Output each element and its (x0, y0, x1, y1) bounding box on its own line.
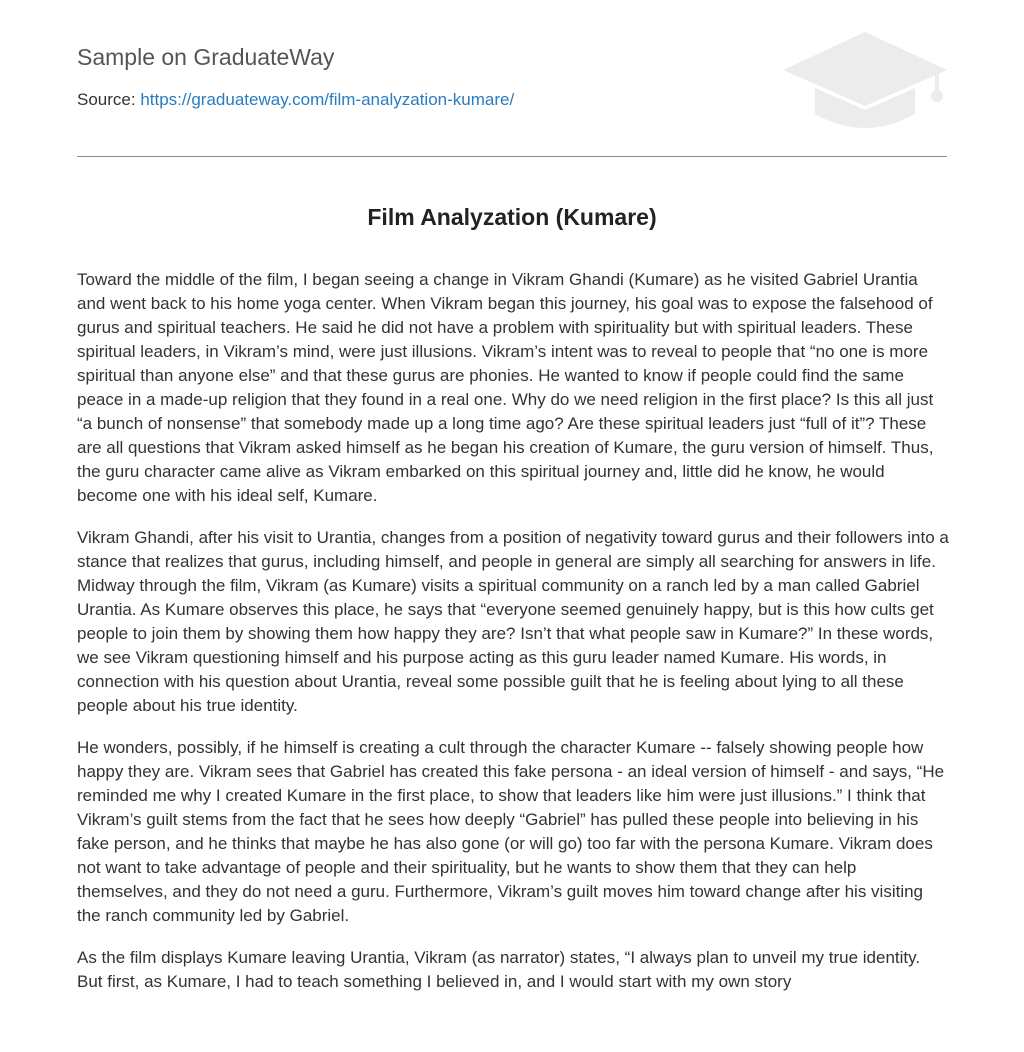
paragraph: Vikram Ghandi, after his visit to Urantia, changes from a position of negativity toward gurus and their followers into a stance that realizes that gurus, including himself, and people in general are simply all searching for answers in life. Midway through the film, Vikram (as Kumare) visits a spiritual community on a ranch led by a man called Gabriel Urantia. As Kumare observes this place, he says that “everyone seemed genuinely happy, but is this how cults get people to join them by showing them how happy they are? Isn’t that what people saw in Kumare?” In these words, we see Vikram questioning himself and his purpose acting as this guru leader named Kumare. His words, in connection with his question about Urantia, reveal some possible guilt that he is feeling about lying to all these people about his true identity. (77, 528, 949, 715)
source-link[interactable]: https://graduateway.com/film-analyzation-kumare/ (140, 90, 515, 109)
source-label: Source: (77, 90, 136, 109)
article-title: Film Analyzation (Kumare) (367, 204, 657, 230)
paragraph: Toward the middle of the film, I began seeing a change in Vikram Ghandi (Kumare) as he visited Gabriel Urantia and went back to his home yoga center. When Vikram began this journey, his goal was to expose the falsehood of gurus and spiritual teachers. He said he did not have a problem with spirituality but with spiritual leaders. These spiritual leaders, in Vikram’s mind, were just illusions. Vikram’s intent was to reveal to people that “no one is more spiritual than anyone else” and that these gurus are phonies. He wanted to know if people could find the same peace in a made-up religion that they found in a real one. Why do we need religion in the first place? Is this all just “a bunch of nonsense” that somebody made up a long time ago? Are these spiritual leaders just “full of it”? These are all questions that Vikram asked himself as he began his creation of Kumare, the guru version of himself. Thus, the guru character came alive as Vikram embarked on this spiritual journey and, little did he know, he would become one with his ideal self, Kumare. (77, 270, 934, 505)
graduation-cap-icon (781, 28, 949, 134)
site-title: Sample on GraduateWay (77, 44, 335, 70)
source-line (77, 90, 514, 110)
paragraph: He wonders, possibly, if he himself is creating a cult through the character Kumare -- falsely showing people how happy they are. Vikram sees that Gabriel has created this fake persona - an ideal version of himself - and says, “He reminded me why I created Kumare in the first place, to show that leaders like him were just illusions.” I think that Vikram’s guilt stems from the fact that he sees how deeply “Gabriel” has pulled these people into believing in his fake person, and he thinks that maybe he has also gone (or will go) too far with the persona Kumare. Vikram does not want to take advantage of people and their spirituality, but he wants to show them that they can help themselves, and they do not need a guru. Furthermore, Vikram’s guilt moves him toward change after his visiting the ranch community led by Gabriel. (77, 738, 945, 925)
paragraph: As the film displays Kumare leaving Urantia, Vikram (as narrator) states, “I always plan to unveil my true identity. But first, as Kumare, I had to teach something I believed in, and I would start with my own story (77, 948, 921, 991)
page-header (77, 0, 947, 157)
article-body (77, 268, 949, 1012)
